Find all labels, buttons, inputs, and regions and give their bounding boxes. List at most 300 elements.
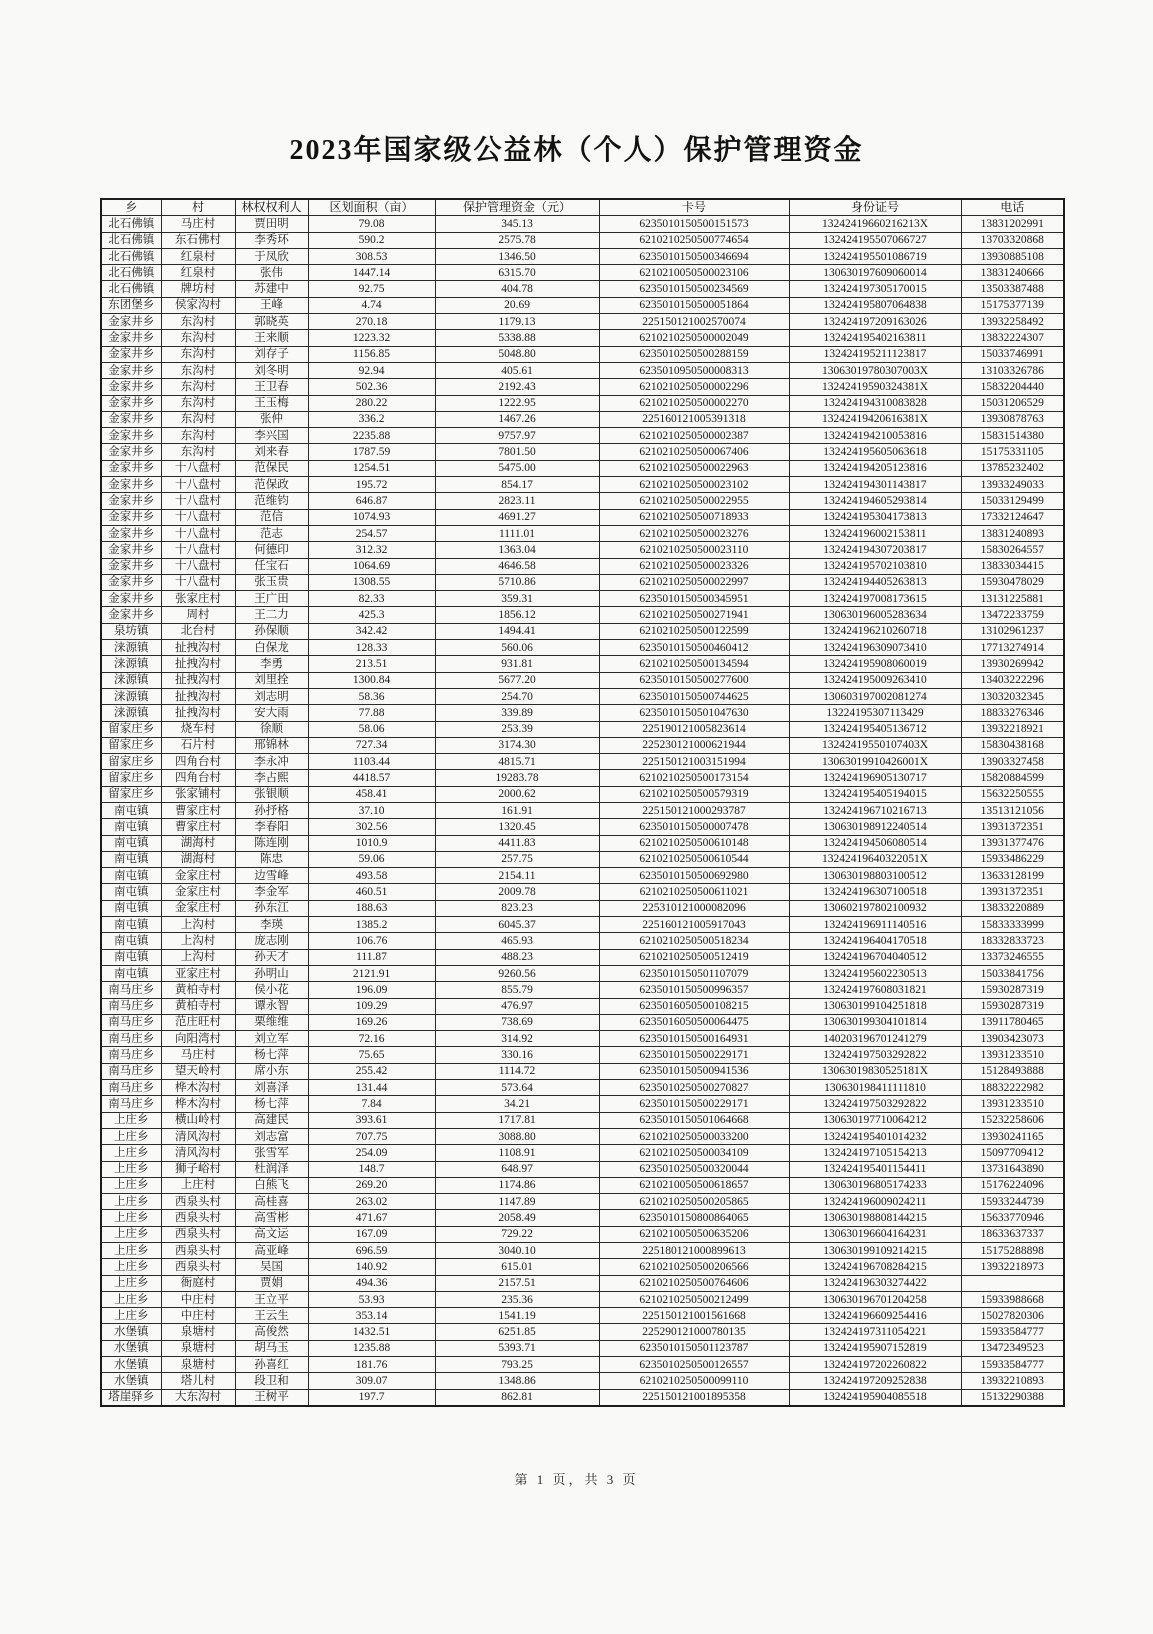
table-row [101, 232, 1064, 248]
table-row [101, 265, 1064, 281]
table-cell: 5048.80 [435, 346, 599, 362]
table-cell: 北石佛镇 [101, 232, 161, 248]
table-row [101, 248, 1064, 264]
table-cell: 130630199109214215 [789, 1243, 961, 1259]
table-cell: 2235.88 [308, 428, 435, 444]
table-cell: 北石佛镇 [101, 265, 161, 281]
table-cell: 196.09 [308, 982, 435, 998]
table-row [101, 1243, 1064, 1259]
table-cell: 336.2 [308, 411, 435, 427]
table-cell: 北石佛镇 [101, 216, 161, 232]
table-cell: 15820884599 [961, 770, 1064, 786]
table-cell: 132424194310083828 [789, 395, 961, 411]
table-cell: 高亚峰 [235, 1243, 308, 1259]
table-cell: 13472349523 [961, 1340, 1064, 1356]
page-number: 第 1 页，共 3 页 [514, 1471, 639, 1487]
table-cell: 729.22 [435, 1226, 599, 1242]
table-cell: 于凤欣 [235, 248, 308, 264]
table-cell: 6235016050500108215 [599, 998, 789, 1014]
table-cell: 南马庄乡 [101, 1096, 161, 1112]
table-cell: 312.32 [308, 542, 435, 558]
table-cell: 扯拽沟村 [161, 640, 235, 656]
table-cell: 刘冬明 [235, 362, 308, 378]
table-cell: 13242419590324381X [789, 379, 961, 395]
table-cell: 曹家庄村 [161, 802, 235, 818]
table-cell: 15933584777 [961, 1324, 1064, 1340]
table-cell: 涞源镇 [101, 688, 161, 704]
table-cell: 1467.26 [435, 411, 599, 427]
table-cell: 128.33 [308, 640, 435, 656]
table-row [101, 851, 1064, 867]
table-row [101, 933, 1064, 949]
table-cell: 15632250555 [961, 786, 1064, 802]
table-cell: 上沟村 [161, 917, 235, 933]
table-cell: 杨七萍 [235, 1047, 308, 1063]
table-cell: 132424197105154213 [789, 1145, 961, 1161]
table-cell: 140.92 [308, 1259, 435, 1275]
table-cell: 金家井乡 [101, 362, 161, 378]
table-cell: 6210210250500122599 [599, 623, 789, 639]
table-cell: 4691.27 [435, 509, 599, 525]
table-cell: 十八盘村 [161, 509, 235, 525]
table-cell: 13731643890 [961, 1161, 1064, 1177]
table-cell: 9260.56 [435, 965, 599, 981]
table-cell: 十八盘村 [161, 460, 235, 476]
table-cell: 34.21 [435, 1096, 599, 1112]
table-cell: 金家井乡 [101, 346, 161, 362]
table-cell: 130630197609060014 [789, 265, 961, 281]
table-row [101, 1308, 1064, 1324]
table-row [101, 1014, 1064, 1030]
table-cell: 254.57 [308, 525, 435, 541]
table-cell: 195.72 [308, 477, 435, 493]
table-cell: 李金军 [235, 884, 308, 900]
table-cell: 刘里拴 [235, 672, 308, 688]
table-cell: 225230121000621944 [599, 737, 789, 753]
table-cell: 高建民 [235, 1112, 308, 1128]
table-cell: 6210210250500611021 [599, 884, 789, 900]
table-cell: 132424195401154411 [789, 1161, 961, 1177]
table-cell: 92.94 [308, 362, 435, 378]
table-cell: 席小东 [235, 1063, 308, 1079]
table-cell: 金家庄村 [161, 900, 235, 916]
table-cell: 南屯镇 [101, 868, 161, 884]
table-cell: 留家庄乡 [101, 721, 161, 737]
table-cell: 6235010150501064668 [599, 1112, 789, 1128]
table-cell: 132424195405194015 [789, 786, 961, 802]
table-cell: 6235010150500996357 [599, 982, 789, 998]
table-cell: 四角台村 [161, 754, 235, 770]
table-cell: 181.76 [308, 1357, 435, 1373]
table-cell: 金家井乡 [101, 558, 161, 574]
table-cell: 280.22 [308, 395, 435, 411]
table-cell: 13063019830525181X [789, 1063, 961, 1079]
table-cell: 1103.44 [308, 754, 435, 770]
table-cell: 十八盘村 [161, 542, 235, 558]
table-row [101, 965, 1064, 981]
table-cell: 东沟村 [161, 395, 235, 411]
table-cell: 何德印 [235, 542, 308, 558]
table-cell: 南屯镇 [101, 949, 161, 965]
table-cell: 15175377139 [961, 297, 1064, 313]
table-cell: 上庄乡 [101, 1259, 161, 1275]
table-cell: 13931372351 [961, 884, 1064, 900]
table-row [101, 1259, 1064, 1275]
table-row [101, 428, 1064, 444]
table-cell: 132424195405136712 [789, 721, 961, 737]
table-row [101, 770, 1064, 786]
table-cell: 132424196307100518 [789, 884, 961, 900]
table-cell: 贾娟 [235, 1275, 308, 1291]
table-cell: 中庄村 [161, 1291, 235, 1307]
table-cell: 393.61 [308, 1112, 435, 1128]
table-cell: 张玉贵 [235, 574, 308, 590]
table-row [101, 819, 1064, 835]
table-cell: 金家井乡 [101, 509, 161, 525]
table-cell: 132424196009024211 [789, 1194, 961, 1210]
table-cell: 南马庄乡 [101, 1031, 161, 1047]
table-cell: 2009.78 [435, 884, 599, 900]
table-cell: 王峰 [235, 297, 308, 313]
table-cell: 泉坊镇 [101, 623, 161, 639]
table-cell: 15830438168 [961, 737, 1064, 753]
table-cell: 留家庄乡 [101, 786, 161, 802]
table-cell: 1300.84 [308, 672, 435, 688]
table-cell: 560.06 [435, 640, 599, 656]
table-cell: 孙保顺 [235, 623, 308, 639]
table-cell: 泉塘村 [161, 1324, 235, 1340]
table-cell: 金家井乡 [101, 542, 161, 558]
table-row [101, 216, 1064, 232]
table-cell: 6210210250500764606 [599, 1275, 789, 1291]
table-cell: 132424195304173813 [789, 509, 961, 525]
table-cell: 任宝石 [235, 558, 308, 574]
table-cell: 南马庄乡 [101, 998, 161, 1014]
table-cell: 132424197305170015 [789, 281, 961, 297]
table-cell: 6235010150500346694 [599, 248, 789, 264]
table-cell: 扯拽沟村 [161, 672, 235, 688]
table-cell: 460.51 [308, 884, 435, 900]
table-cell: 615.01 [435, 1259, 599, 1275]
table-cell: 南马庄乡 [101, 982, 161, 998]
table-row [101, 623, 1064, 639]
table-cell: 2575.78 [435, 232, 599, 248]
table-cell: 2157.51 [435, 1275, 599, 1291]
table-cell: 涞源镇 [101, 672, 161, 688]
table-cell: 15930287319 [961, 982, 1064, 998]
table-cell: 13063019780307003X [789, 362, 961, 378]
table-cell: 1363.04 [435, 542, 599, 558]
table-cell: 6210210250500718933 [599, 509, 789, 525]
table-cell: 刘志明 [235, 688, 308, 704]
table-cell: 王来顺 [235, 330, 308, 346]
table-row [101, 281, 1064, 297]
table-cell: 130630198803100512 [789, 868, 961, 884]
table-cell: 十八盘村 [161, 525, 235, 541]
table-cell: 308.53 [308, 248, 435, 264]
table-cell: 6210210250500579319 [599, 786, 789, 802]
table-cell: 15027820306 [961, 1308, 1064, 1324]
table-cell: 13373246555 [961, 949, 1064, 965]
table-cell: 353.14 [308, 1308, 435, 1324]
table-cell: 孙明山 [235, 965, 308, 981]
table-cell: 东团堡乡 [101, 297, 161, 313]
table-cell: 1114.72 [435, 1063, 599, 1079]
table-cell: 6315.70 [435, 265, 599, 281]
table-cell: 302.56 [308, 819, 435, 835]
table-row [101, 558, 1064, 574]
page-title: 2023年国家级公益林（个人）保护管理资金 [289, 135, 864, 166]
table-cell: 727.34 [308, 737, 435, 753]
table-cell: 白熊飞 [235, 1177, 308, 1193]
table-cell: 6210210250500022955 [599, 493, 789, 509]
table-cell: 13063019910426001X [789, 754, 961, 770]
table-cell: 郭晓英 [235, 314, 308, 330]
table-row [101, 1047, 1064, 1063]
table-cell: 南屯镇 [101, 851, 161, 867]
table-cell: 东沟村 [161, 346, 235, 362]
table-cell: 2000.62 [435, 786, 599, 802]
table-cell: 6235010250500320044 [599, 1161, 789, 1177]
table-cell: 1074.93 [308, 509, 435, 525]
table-cell: 6235010150500229171 [599, 1047, 789, 1063]
column-header: 区划面积（亩） [308, 199, 435, 216]
table-row [101, 754, 1064, 770]
table-cell: 405.61 [435, 362, 599, 378]
table-cell: 侯家沟村 [161, 297, 235, 313]
table-cell: 6251.85 [435, 1324, 599, 1340]
table-row [101, 884, 1064, 900]
table-cell: 吴国 [235, 1259, 308, 1275]
table-cell: 红泉村 [161, 248, 235, 264]
table-cell: 330.16 [435, 1047, 599, 1063]
table-cell: 高俊然 [235, 1324, 308, 1340]
table-cell: 13831240666 [961, 265, 1064, 281]
table-cell: 边雪峰 [235, 868, 308, 884]
table-cell: 1174.86 [435, 1177, 599, 1193]
table-cell: 13242419640322051X [789, 851, 961, 867]
table-cell: 6210210050500023106 [599, 265, 789, 281]
table-cell: 130630199104251818 [789, 998, 961, 1014]
table-cell: 南屯镇 [101, 965, 161, 981]
table-cell: 6210210250500022963 [599, 460, 789, 476]
table-cell: 北石佛镇 [101, 248, 161, 264]
table-cell: 132424196704040512 [789, 949, 961, 965]
table-cell: 488.23 [435, 949, 599, 965]
table-cell: 东沟村 [161, 330, 235, 346]
table-cell: 王云生 [235, 1308, 308, 1324]
table-cell: 6210210250500774654 [599, 232, 789, 248]
table-cell: 213.51 [308, 656, 435, 672]
table-cell: 13224195307113429 [789, 705, 961, 721]
table-row [101, 786, 1064, 802]
table-cell: 6235016050500064475 [599, 1014, 789, 1030]
table-cell: 17713274914 [961, 640, 1064, 656]
table-cell: 黄柏寺村 [161, 982, 235, 998]
table-cell: 58.06 [308, 721, 435, 737]
table-cell: 6235010150500051864 [599, 297, 789, 313]
table-row [101, 1291, 1064, 1307]
table-cell: 132424195507066727 [789, 232, 961, 248]
table-cell: 张银顺 [235, 786, 308, 802]
table-row [101, 737, 1064, 753]
table-row [101, 591, 1064, 607]
table-cell: 6210210250500002270 [599, 395, 789, 411]
table-row [101, 900, 1064, 916]
table-cell: 188.63 [308, 900, 435, 916]
table-cell: 黄柏寺村 [161, 998, 235, 1014]
table-cell: 225180121000899613 [599, 1243, 789, 1259]
table-cell: 19283.78 [435, 770, 599, 786]
table-cell: 13785232402 [961, 460, 1064, 476]
table-cell: 亚家庄村 [161, 965, 235, 981]
table-cell: 十八盘村 [161, 574, 235, 590]
table-cell: 1222.95 [435, 395, 599, 411]
table-cell: 132424195904085518 [789, 1389, 961, 1406]
table-cell: 6210210250500067406 [599, 444, 789, 460]
table-cell: 339.89 [435, 705, 599, 721]
table-row [101, 1112, 1064, 1128]
table-cell: 金家井乡 [101, 428, 161, 444]
table-cell: 1856.12 [435, 607, 599, 623]
table-cell: 130630196805174233 [789, 1177, 961, 1193]
table-cell: 92.75 [308, 281, 435, 297]
table-cell: 225160121005917043 [599, 917, 789, 933]
table-row [101, 1226, 1064, 1242]
column-header: 乡 [101, 199, 161, 216]
table-cell: 225290121000780135 [599, 1324, 789, 1340]
table-cell: 刘存子 [235, 346, 308, 362]
table-cell: 石片村 [161, 737, 235, 753]
table-cell: 6210210250500134594 [599, 656, 789, 672]
table-cell: 75.65 [308, 1047, 435, 1063]
table-cell: 红泉村 [161, 265, 235, 281]
table-cell: 段卫和 [235, 1373, 308, 1389]
table-cell: 13131225881 [961, 591, 1064, 607]
table-row [101, 477, 1064, 493]
table-cell: 南马庄乡 [101, 1080, 161, 1096]
table-row [101, 1177, 1064, 1193]
table-cell: 6235010250500270827 [599, 1080, 789, 1096]
table-cell: 15933486229 [961, 851, 1064, 867]
table-cell: 269.20 [308, 1177, 435, 1193]
table-cell: 水堡镇 [101, 1340, 161, 1356]
table-cell: 6235010150500229171 [599, 1096, 789, 1112]
table-cell: 金家井乡 [101, 379, 161, 395]
table-cell: 140203196701241279 [789, 1031, 961, 1047]
table-cell: 栗维维 [235, 1014, 308, 1030]
table-cell: 留家庄乡 [101, 770, 161, 786]
table-cell: 上沟村 [161, 933, 235, 949]
table-cell: 132424194210053816 [789, 428, 961, 444]
table-cell: 1447.14 [308, 265, 435, 281]
table-cell: 金家井乡 [101, 607, 161, 623]
table-cell: 王玉梅 [235, 395, 308, 411]
table-row [101, 1373, 1064, 1389]
table-cell: 留家庄乡 [101, 737, 161, 753]
table-cell: 15232258606 [961, 1112, 1064, 1128]
table-cell: 南屯镇 [101, 819, 161, 835]
table-cell: 塔儿村 [161, 1373, 235, 1389]
table-cell: 15633770946 [961, 1210, 1064, 1226]
table-row [101, 314, 1064, 330]
table-cell: 1494.41 [435, 623, 599, 639]
table-cell: 225310121000082096 [599, 900, 789, 916]
column-header: 身份证号 [789, 199, 961, 216]
table-cell: 南马庄乡 [101, 1063, 161, 1079]
table-cell: 13911780465 [961, 1014, 1064, 1030]
table-cell: 15033129499 [961, 493, 1064, 509]
table-cell: 17332124647 [961, 509, 1064, 525]
table-cell: 胡马玉 [235, 1340, 308, 1356]
table-cell: 6235010950500008313 [599, 362, 789, 378]
table-cell: 862.81 [435, 1389, 599, 1406]
table-cell: 十八盘村 [161, 477, 235, 493]
table-cell: 425.3 [308, 607, 435, 623]
table-cell: 13931377476 [961, 835, 1064, 851]
table-cell: 6210210250500512419 [599, 949, 789, 965]
table-cell: 烧车村 [161, 721, 235, 737]
table-cell: 13930878763 [961, 411, 1064, 427]
table-cell: 侯小花 [235, 982, 308, 998]
table-cell: 130630198808144215 [789, 1210, 961, 1226]
table-cell: 130630198411111810 [789, 1080, 961, 1096]
table-row [101, 1080, 1064, 1096]
table-cell: 涞源镇 [101, 640, 161, 656]
table-row [101, 1389, 1064, 1406]
table-cell: 646.87 [308, 493, 435, 509]
table-cell: 北台村 [161, 623, 235, 639]
table-cell: 清风沟村 [161, 1145, 235, 1161]
table-cell: 13103326786 [961, 362, 1064, 378]
table-cell: 254.09 [308, 1145, 435, 1161]
table-cell: 111.87 [308, 949, 435, 965]
table-cell: 东沟村 [161, 362, 235, 378]
table-cell: 金家井乡 [101, 411, 161, 427]
table-cell: 泉塘村 [161, 1340, 235, 1356]
table-cell: 上庄乡 [101, 1210, 161, 1226]
table-cell: 6235010250500288159 [599, 346, 789, 362]
table-cell: 十八盘村 [161, 493, 235, 509]
table-cell: 6210210250500212499 [599, 1291, 789, 1307]
table-cell: 王广田 [235, 591, 308, 607]
table-cell: 杜润泽 [235, 1161, 308, 1177]
table-cell: 桦木沟村 [161, 1096, 235, 1112]
table-cell: 15175331105 [961, 444, 1064, 460]
table-cell: 上庄乡 [101, 1194, 161, 1210]
table-cell: 水堡镇 [101, 1324, 161, 1340]
table-cell: 13831240893 [961, 525, 1064, 541]
table-cell: 5475.00 [435, 460, 599, 476]
table-cell: 13932210893 [961, 1373, 1064, 1389]
table-cell: 130603197002081274 [789, 688, 961, 704]
table-cell: 15830264557 [961, 542, 1064, 558]
table-row [101, 688, 1064, 704]
table-row [101, 509, 1064, 525]
table-cell: 72.16 [308, 1031, 435, 1047]
table-cell: 15832204440 [961, 379, 1064, 395]
table-cell: 1320.45 [435, 819, 599, 835]
table-row [101, 640, 1064, 656]
table-cell: 132424196309073410 [789, 640, 961, 656]
table-cell: 13903423073 [961, 1031, 1064, 1047]
table-cell: 安大雨 [235, 705, 308, 721]
table-cell: 13403222296 [961, 672, 1064, 688]
table-cell: 109.29 [308, 998, 435, 1014]
table-cell: 6235010150501123787 [599, 1340, 789, 1356]
table-cell: 13931233510 [961, 1096, 1064, 1112]
table-cell: 15132290388 [961, 1389, 1064, 1406]
